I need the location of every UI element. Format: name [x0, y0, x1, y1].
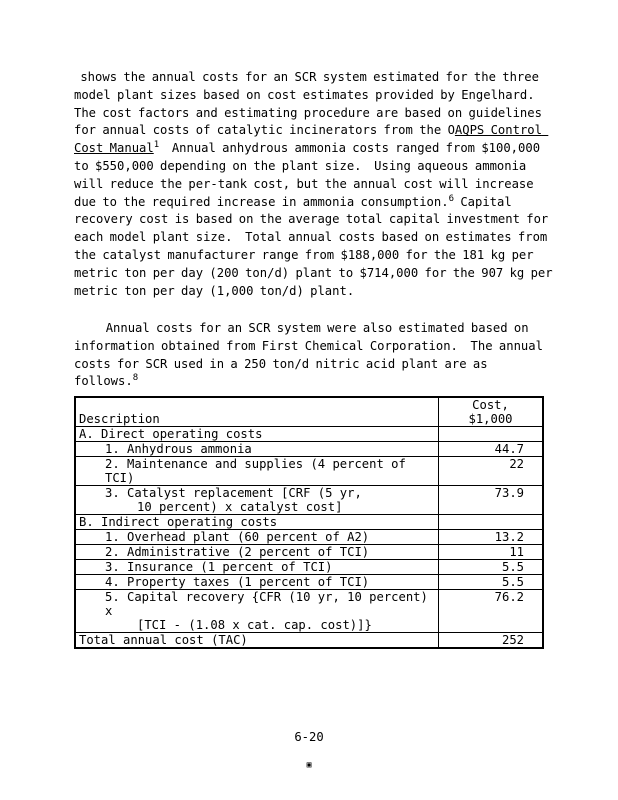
row-label: 3. Insurance (1 percent of TCI) — [105, 560, 333, 574]
table-row — [75, 575, 543, 590]
row-value: 11 — [439, 545, 544, 560]
table-header-row — [75, 397, 543, 427]
row-label: 2. Administrative (2 percent of TCI) — [105, 545, 370, 559]
row-label: 1. Overhead plant (60 percent of A2) — [105, 530, 370, 544]
para1-text-before: shows the annual costs for an SCR system estimated for the three model plant sizes based on cost estimates provided by Engelhard. The cost factors and estimating procedure are based on guidelines for annual costs of catalytic incinerators from the — [74, 70, 549, 138]
row-label-continued: 10 percent) x catalyst cost] — [137, 500, 343, 514]
row-label-continued: [TCI - (1.08 x cat. cap. cost)]} — [137, 618, 372, 632]
section-row-a — [75, 427, 543, 442]
row-value: 22 — [439, 457, 544, 486]
annual-cost-table — [74, 396, 544, 649]
footnote-ref-1: 1 — [153, 140, 160, 151]
total-row — [75, 633, 543, 649]
row-label: 2. Maintenance and supplies (4 percent of TCI) — [105, 457, 406, 485]
row-value: 73.9 — [439, 486, 544, 515]
paragraph-annual-costs — [74, 69, 559, 300]
row-value: 76.2 — [439, 590, 544, 633]
row-label: 1. Anhydrous ammonia — [105, 442, 252, 456]
row-label: 3. Catalyst replacement [CRF (5 yr, — [105, 486, 362, 500]
table-row — [75, 590, 543, 633]
row-label: 5. Capital recovery {CFR (10 yr, 10 percent) x — [105, 590, 428, 618]
footnote-ref-6: 6 — [448, 193, 454, 204]
row-value: 13.2 — [439, 530, 544, 545]
header-description: Description — [75, 397, 439, 427]
total-label: Total annual cost (TAC) — [75, 633, 439, 649]
row-label: 4. Property taxes (1 percent of TCI) — [105, 575, 370, 589]
para1-text-mid: Annual anhydrous ammonia costs ranged from $100,000 to $550,000 depending on the plant size. Using aqueous ammonia will reduce the per-tank cost, but the annual cost will increase due to the required increase in ammonia consumption. — [74, 141, 547, 209]
table-row — [75, 442, 543, 457]
section-a-label: A. Direct operating costs — [75, 427, 439, 442]
table-row — [75, 560, 543, 575]
section-row-b — [75, 515, 543, 530]
page-mark-icon: ▣ — [306, 760, 312, 769]
footnote-ref-8: 8 — [132, 373, 139, 384]
row-value: 5.5 — [439, 575, 544, 590]
table-row — [75, 530, 543, 545]
paragraph-first-chemical — [74, 320, 554, 391]
table-row — [75, 457, 543, 486]
para2-text: Annual costs for an SCR system were also estimated based on information obtained from First Chemical Corporation. The annual costs for SCR used in a 250 ton/d nitric acid plant are as follows. — [74, 321, 550, 389]
para1-text-after: Capital recovery cost is based on the average total capital investment for each model plant size. Total annual costs based on estimates from the catalyst manufacturer range from $188,000 for the 181 kg per metric ton per day (200 ton/d) plant to $714,000 for the 907 kg per metric ton per day (1,000 ton/d) plant. — [74, 194, 559, 298]
row-value: 44.7 — [439, 442, 544, 457]
page-number: 6-20 — [294, 730, 324, 744]
manual-prefix: O — [447, 123, 455, 138]
manual-title: AQPS Control Cost Manual — [74, 123, 549, 156]
section-b-label: B. Indirect operating costs — [75, 515, 439, 530]
table-row — [75, 545, 543, 560]
header-cost: Cost, $1,000 — [439, 397, 544, 427]
row-value: 5.5 — [439, 560, 544, 575]
table-row — [75, 486, 543, 515]
total-value: 252 — [439, 633, 544, 649]
